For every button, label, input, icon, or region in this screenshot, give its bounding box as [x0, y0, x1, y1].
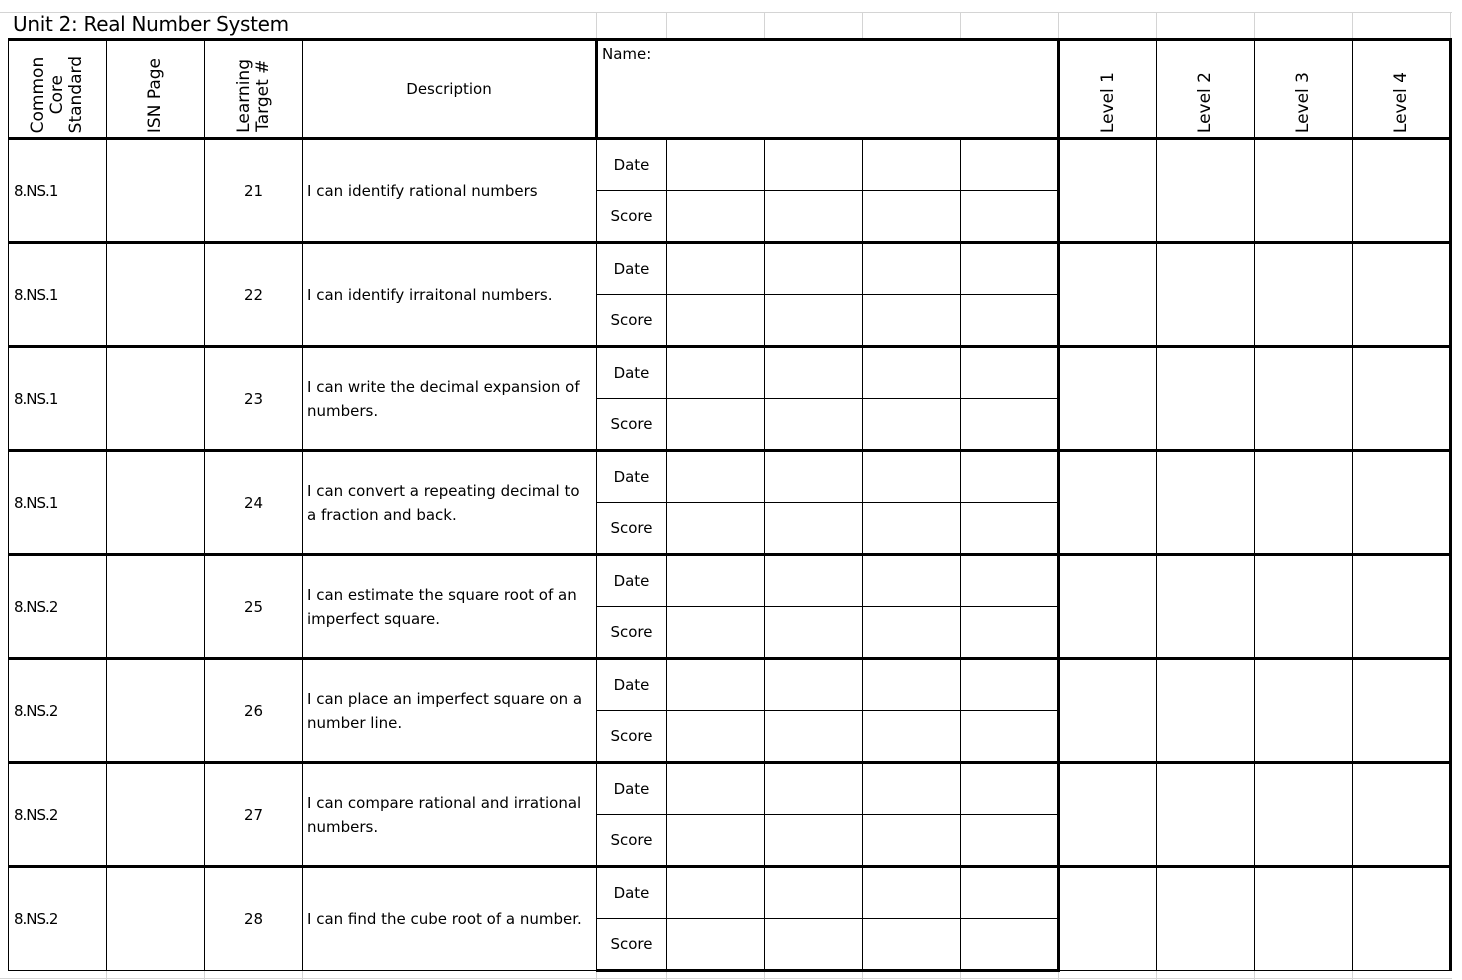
- learning-target-cell: 22: [205, 243, 303, 347]
- tracking-table: [8, 38, 1452, 972]
- gridline: [764, 12, 765, 40]
- header-level-4: [1353, 40, 1451, 139]
- isn-page-cell[interactable]: [107, 867, 205, 971]
- level-1-cell[interactable]: [1059, 659, 1157, 763]
- level-3-cell[interactable]: [1255, 243, 1353, 347]
- date-cell[interactable]: [863, 555, 961, 607]
- score-cell[interactable]: [961, 191, 1059, 243]
- score-cell[interactable]: [863, 711, 961, 763]
- date-cell[interactable]: [765, 867, 863, 919]
- level-2-cell[interactable]: [1157, 555, 1255, 659]
- date-cell[interactable]: [863, 451, 961, 503]
- description-cell: I can place an imperfect square on a number line.: [303, 659, 597, 763]
- standard-cell: 8.NS.1: [9, 243, 107, 347]
- score-cell[interactable]: [863, 191, 961, 243]
- level-1-cell[interactable]: [1059, 451, 1157, 555]
- date-cell[interactable]: [765, 243, 863, 295]
- level-2-cell[interactable]: [1157, 139, 1255, 243]
- sheet-title: Unit 2: Real Number System: [13, 12, 289, 36]
- header-description: Description: [303, 40, 597, 139]
- learning-target-cell: 27: [205, 763, 303, 867]
- score-cell[interactable]: [765, 295, 863, 347]
- score-label: Score: [597, 919, 667, 971]
- date-cell[interactable]: [667, 763, 765, 815]
- date-cell[interactable]: [961, 659, 1059, 711]
- score-cell[interactable]: [863, 295, 961, 347]
- header-isn-label: ISN Page: [145, 57, 165, 133]
- date-cell[interactable]: [961, 347, 1059, 399]
- score-label: Score: [597, 607, 667, 659]
- header-standard-label: Common Core Standard: [28, 55, 86, 133]
- level-3-cell[interactable]: [1255, 763, 1353, 867]
- score-cell[interactable]: [667, 815, 765, 867]
- score-cell[interactable]: [961, 607, 1059, 659]
- header-level-2: [1157, 40, 1255, 139]
- level-4-cell[interactable]: [1353, 451, 1451, 555]
- date-cell[interactable]: [667, 867, 765, 919]
- level-1-cell[interactable]: [1059, 139, 1157, 243]
- score-cell[interactable]: [765, 711, 863, 763]
- gridline: [1254, 12, 1255, 40]
- standard-cell: 8.NS.1: [9, 139, 107, 243]
- gridline: [960, 12, 961, 40]
- learning-target-cell: 25: [205, 555, 303, 659]
- level-3-label: Level 3: [1293, 71, 1313, 133]
- isn-page-cell[interactable]: [107, 659, 205, 763]
- score-cell[interactable]: [765, 919, 863, 971]
- date-label: Date: [597, 867, 667, 919]
- level-3-cell[interactable]: [1255, 555, 1353, 659]
- learning-target-cell: 23: [205, 347, 303, 451]
- level-2-cell[interactable]: [1157, 347, 1255, 451]
- description-cell: I can identify irraitonal numbers.: [303, 243, 597, 347]
- score-cell[interactable]: [863, 815, 961, 867]
- score-label: Score: [597, 295, 667, 347]
- score-cell[interactable]: [961, 399, 1059, 451]
- learning-target-cell: 26: [205, 659, 303, 763]
- table-row: [9, 659, 1451, 711]
- level-1-label: Level 1: [1097, 71, 1118, 133]
- date-cell[interactable]: [667, 555, 765, 607]
- table-row: [9, 763, 1451, 815]
- gridline: [666, 12, 667, 40]
- score-cell[interactable]: [765, 503, 863, 555]
- date-cell[interactable]: [961, 555, 1059, 607]
- score-cell[interactable]: [765, 399, 863, 451]
- gridline: [0, 978, 1452, 979]
- date-cell[interactable]: [863, 347, 961, 399]
- level-2-label: Level 2: [1195, 71, 1215, 133]
- date-cell[interactable]: [863, 243, 961, 295]
- date-cell[interactable]: [667, 243, 765, 295]
- score-cell[interactable]: [667, 607, 765, 659]
- level-1-cell[interactable]: [1059, 347, 1157, 451]
- level-4-label: Level 4: [1390, 71, 1411, 133]
- table-row: [9, 243, 1451, 295]
- date-cell[interactable]: [863, 763, 961, 815]
- date-cell[interactable]: [765, 659, 863, 711]
- score-cell[interactable]: [765, 607, 863, 659]
- score-cell[interactable]: [667, 919, 765, 971]
- description-cell: I can write the decimal expansion of numbers.: [303, 347, 597, 451]
- standard-cell: 8.NS.1: [9, 347, 107, 451]
- date-label: Date: [597, 243, 667, 295]
- standard-cell: 8.NS.2: [9, 763, 107, 867]
- level-1-cell[interactable]: [1059, 763, 1157, 867]
- score-cell[interactable]: [961, 295, 1059, 347]
- header-level-3: [1255, 40, 1353, 139]
- level-4-cell[interactable]: [1353, 659, 1451, 763]
- score-label: Score: [597, 815, 667, 867]
- score-label: Score: [597, 503, 667, 555]
- gridline: [596, 12, 597, 40]
- table-row: [9, 867, 1451, 919]
- date-label: Date: [597, 139, 667, 191]
- learning-target-cell: 24: [205, 451, 303, 555]
- date-cell[interactable]: [765, 763, 863, 815]
- isn-page-cell[interactable]: [107, 555, 205, 659]
- score-cell[interactable]: [765, 191, 863, 243]
- isn-page-cell[interactable]: [107, 139, 205, 243]
- table-row: [9, 555, 1451, 607]
- name-field[interactable]: Name:: [597, 40, 1059, 139]
- score-label: Score: [597, 711, 667, 763]
- standard-cell: 8.NS.2: [9, 659, 107, 763]
- table-row: [9, 139, 1451, 191]
- level-1-cell[interactable]: [1059, 555, 1157, 659]
- score-label: Score: [597, 191, 667, 243]
- date-cell[interactable]: [765, 451, 863, 503]
- score-cell[interactable]: [961, 815, 1059, 867]
- description-cell: I can compare rational and irrational numbers.: [303, 763, 597, 867]
- table-row: [9, 451, 1451, 503]
- level-2-cell[interactable]: [1157, 659, 1255, 763]
- date-label: Date: [597, 347, 667, 399]
- score-cell[interactable]: [863, 607, 961, 659]
- standard-cell: 8.NS.1: [9, 451, 107, 555]
- table-row: [9, 347, 1451, 399]
- score-cell[interactable]: [961, 503, 1059, 555]
- score-cell[interactable]: [863, 399, 961, 451]
- level-1-cell[interactable]: [1059, 243, 1157, 347]
- level-4-cell[interactable]: [1353, 763, 1451, 867]
- isn-page-cell[interactable]: [107, 243, 205, 347]
- level-4-cell[interactable]: [1353, 555, 1451, 659]
- isn-page-cell[interactable]: [107, 451, 205, 555]
- description-cell: I can convert a repeating decimal to a fraction and back.: [303, 451, 597, 555]
- level-2-cell[interactable]: [1157, 451, 1255, 555]
- score-cell[interactable]: [863, 503, 961, 555]
- standard-cell: 8.NS.2: [9, 555, 107, 659]
- date-cell[interactable]: [667, 139, 765, 191]
- header-target-label: Learning Target #: [233, 59, 273, 133]
- date-cell[interactable]: [667, 347, 765, 399]
- score-cell[interactable]: [667, 191, 765, 243]
- gridline: [1058, 12, 1059, 40]
- score-cell[interactable]: [667, 399, 765, 451]
- date-cell[interactable]: [765, 347, 863, 399]
- level-3-cell[interactable]: [1255, 659, 1353, 763]
- date-cell[interactable]: [765, 555, 863, 607]
- date-cell[interactable]: [961, 867, 1059, 919]
- date-label: Date: [597, 555, 667, 607]
- date-cell[interactable]: [667, 451, 765, 503]
- header-standard: [9, 40, 107, 139]
- gridline: [1156, 12, 1157, 40]
- description-cell: I can find the cube root of a number.: [303, 867, 597, 971]
- description-cell: I can identify rational numbers: [303, 139, 597, 243]
- date-cell[interactable]: [765, 139, 863, 191]
- date-cell[interactable]: [863, 867, 961, 919]
- date-label: Date: [597, 763, 667, 815]
- level-4-cell[interactable]: [1353, 139, 1451, 243]
- gridline: [1450, 12, 1451, 40]
- level-4-cell[interactable]: [1353, 867, 1451, 971]
- gridline: [862, 12, 863, 40]
- date-cell[interactable]: [961, 451, 1059, 503]
- header-level-1: [1059, 40, 1157, 139]
- level-3-cell[interactable]: [1255, 451, 1353, 555]
- isn-page-cell[interactable]: [107, 763, 205, 867]
- date-cell[interactable]: [961, 243, 1059, 295]
- header-isn: [107, 40, 205, 139]
- date-label: Date: [597, 659, 667, 711]
- gridline: [1352, 12, 1353, 40]
- score-cell[interactable]: [961, 919, 1059, 971]
- header-row: [9, 40, 1451, 139]
- level-4-cell[interactable]: [1353, 347, 1451, 451]
- date-label: Date: [597, 451, 667, 503]
- level-2-cell[interactable]: [1157, 867, 1255, 971]
- score-cell[interactable]: [667, 711, 765, 763]
- date-cell[interactable]: [961, 763, 1059, 815]
- score-cell[interactable]: [667, 295, 765, 347]
- score-label: Score: [597, 399, 667, 451]
- score-cell[interactable]: [765, 815, 863, 867]
- score-cell[interactable]: [863, 919, 961, 971]
- date-cell[interactable]: [961, 139, 1059, 191]
- learning-target-cell: 21: [205, 139, 303, 243]
- level-2-cell[interactable]: [1157, 243, 1255, 347]
- level-3-cell[interactable]: [1255, 347, 1353, 451]
- score-cell[interactable]: [667, 503, 765, 555]
- level-4-cell[interactable]: [1353, 243, 1451, 347]
- date-cell[interactable]: [863, 139, 961, 191]
- level-3-cell[interactable]: [1255, 139, 1353, 243]
- level-1-cell[interactable]: [1059, 867, 1157, 971]
- learning-target-cell: 28: [205, 867, 303, 971]
- date-cell[interactable]: [863, 659, 961, 711]
- level-2-cell[interactable]: [1157, 763, 1255, 867]
- description-cell: I can estimate the square root of an imperfect square.: [303, 555, 597, 659]
- date-cell[interactable]: [667, 659, 765, 711]
- level-3-cell[interactable]: [1255, 867, 1353, 971]
- header-target: [205, 40, 303, 139]
- isn-page-cell[interactable]: [107, 347, 205, 451]
- score-cell[interactable]: [961, 711, 1059, 763]
- standard-cell: 8.NS.2: [9, 867, 107, 971]
